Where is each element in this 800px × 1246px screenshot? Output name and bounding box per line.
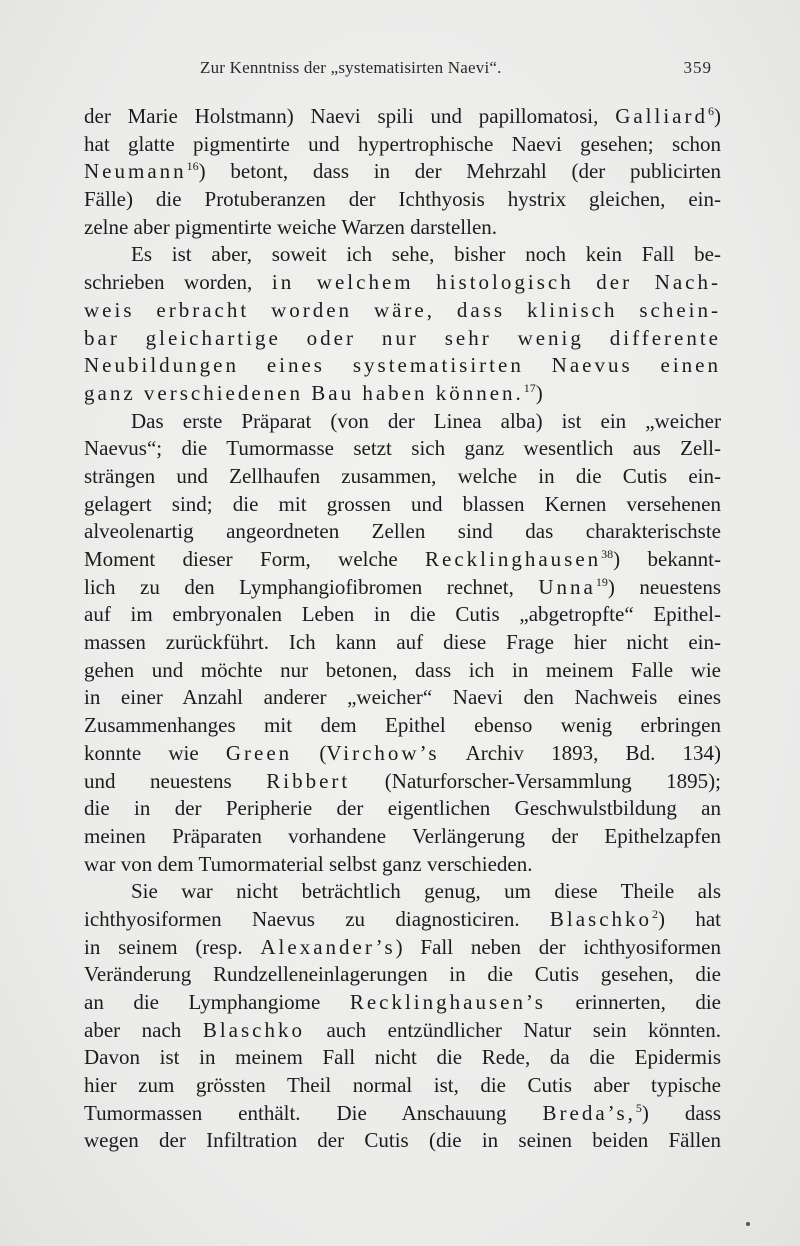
text-line: [84, 546, 721, 574]
text-run: Tumormassen enthält. Die Anschauung: [84, 1100, 543, 1125]
text-line: [84, 435, 721, 463]
text-line: [84, 684, 721, 712]
text-run: ) dass: [641, 1100, 721, 1125]
body-text: [84, 103, 721, 1155]
text-run: aber nach: [84, 1017, 203, 1042]
spaced-name: Neumann: [84, 159, 187, 184]
text-line: [84, 1127, 721, 1155]
text-line: [84, 1044, 721, 1072]
text-line: [84, 851, 721, 879]
text-line: [84, 131, 721, 159]
text-line: [84, 795, 721, 823]
text-line: [84, 629, 721, 657]
text-line: [84, 186, 721, 214]
footnote-ref: 16: [186, 159, 199, 174]
text-run: schrieben worden,: [84, 270, 272, 295]
text-line: [84, 878, 721, 906]
spaced-name: Green: [225, 740, 293, 765]
text-line: [84, 712, 721, 740]
spaced-name: Blaschko: [549, 906, 653, 931]
text-line: [84, 408, 721, 436]
text-run: Fälle) die Protuberanzen der Ichthyosis hystrix gleichen, ein-: [84, 187, 721, 212]
text-run: der Marie Holstmann) Naevi spili und papillomatosi,: [84, 104, 616, 128]
text-run: konnte wie: [84, 740, 226, 765]
text-line: [84, 380, 721, 408]
text-line: [84, 325, 721, 353]
text-line: [84, 906, 721, 934]
spaced-name: Blaschko: [202, 1017, 305, 1042]
running-title: Zur Kenntniss der „systematisirten Naevi“.: [200, 58, 502, 77]
text-run: ) bekannt-: [613, 547, 721, 571]
spaced-name: bar gleichartige oder nur sehr wenig differente: [84, 325, 721, 350]
spaced-name: Virchow’s: [326, 740, 440, 765]
text-line: [84, 768, 721, 796]
text-line: [84, 214, 721, 242]
footnote-ref: 5: [635, 1100, 642, 1115]
text-run: Das erste Präparat (von der Linea alba) ist ein „weicher: [131, 408, 721, 433]
spaced-name: ,: [627, 1100, 636, 1125]
text-run: Moment dieser Form, welche: [84, 547, 426, 571]
text-line: [84, 297, 721, 325]
text-line: [84, 491, 721, 519]
text-line: [84, 740, 721, 768]
spaced-name: weis erbracht worden wäre, dass klinisch schein-: [84, 297, 721, 322]
text-run: in einer Anzahl anderer „weicher“ Naevi den Nachweis eines: [84, 685, 721, 710]
footnote-ref: 6: [708, 104, 714, 118]
text-line: [84, 823, 721, 851]
text-run: ) betont, dass in der Mehrzahl (der publicirten: [198, 159, 721, 184]
text-run: wegen der Infiltration der Cutis (die in seinen beiden Fällen: [84, 1128, 721, 1153]
text-run: gehen und möchte nur betonen, dass ich in meinem Falle wie: [84, 657, 721, 682]
spaced-name: Neubildungen eines systematisirten Naevus einen: [84, 353, 721, 378]
text-line: [84, 961, 721, 989]
text-line: [84, 601, 721, 629]
text-run: (Naturforscher-Versammlung 1895);: [350, 768, 721, 793]
text-line: [84, 1072, 721, 1100]
text-run: Naevus“; die Tumormasse setzt sich ganz wesentlich aus Zell-: [84, 436, 721, 461]
text-line: [84, 934, 721, 962]
running-header: [120, 58, 720, 86]
text-run: und neuestens: [84, 768, 267, 793]
text-run: ): [535, 380, 543, 405]
page-number: 359: [683, 58, 712, 77]
text-run: gelagert sind; die mit grossen und blassen Kernen versehenen: [84, 491, 721, 516]
text-line: [84, 574, 721, 602]
text-run: auch entzündlicher Natur sein könnten.: [304, 1017, 721, 1042]
spaced-name: Recklinghausen: [425, 547, 602, 571]
text-run: lich zu den Lymphangiofibromen rechnet,: [84, 574, 539, 599]
spaced-name: Galliard: [615, 104, 708, 128]
text-run: (: [292, 740, 327, 765]
text-run: meinen Präparaten vorhandene Verlängerung der Epithelzapfen: [84, 823, 721, 848]
text-run: die in der Peripherie der eigentlichen Geschwulstbildung an: [84, 796, 721, 821]
text-run: war von dem Tumormaterial selbst ganz verschieden.: [84, 851, 533, 876]
text-line: [84, 269, 721, 297]
footnote-ref: 19: [595, 574, 608, 589]
text-run: erinnerten, die: [545, 990, 721, 1014]
text-line: [84, 103, 721, 131]
text-line: [84, 241, 721, 269]
text-run: ichthyosiformen Naevus zu diagnosticiren.: [84, 906, 550, 931]
footnote-ref: 38: [601, 547, 614, 561]
spaced-name: ganz verschiedenen Bau haben können.: [84, 380, 524, 405]
text-run: hier zum grössten Theil normal ist, die Cutis aber typische: [84, 1073, 721, 1098]
text-run: in seinem (resp.: [84, 934, 261, 959]
spaced-name: Ribbert: [266, 768, 351, 793]
print-speck: [746, 1222, 750, 1226]
footnote-ref: 17: [523, 380, 536, 395]
spaced-name: Recklinghausen’s: [349, 990, 546, 1014]
text-line: [84, 1017, 721, 1045]
spaced-name: Alexander’s: [260, 934, 396, 959]
text-line: [84, 657, 721, 685]
text-run: ) Fall neben der ichthyosiformen: [395, 934, 721, 959]
text-run: ) neuestens: [607, 574, 721, 599]
text-run: an die Lymphangiome: [84, 990, 350, 1014]
text-run: Sie war nicht beträchtlich genug, um diese Theile als: [131, 879, 721, 904]
text-line: [84, 352, 721, 380]
text-line: [84, 463, 721, 491]
text-run: Zusammenhanges mit dem Epithel ebenso wenig erbringen: [84, 713, 721, 738]
text-run: ) hat: [658, 906, 721, 931]
text-run: Veränderung Rundzelleneinlagerungen in die Cutis gesehen, die: [84, 962, 721, 987]
text-run: Davon ist in meinem Fall nicht die Rede, da die Epidermis: [84, 1045, 721, 1070]
text-run: hat glatte pigmentirte und hypertrophische Naevi gesehen; schon: [84, 131, 721, 156]
text-run: Es ist aber, soweit ich sehe, bisher noch kein Fall be-: [131, 242, 721, 267]
spaced-name: in welchem histologisch der Nach-: [271, 270, 721, 295]
spaced-name: Breda’s: [542, 1100, 628, 1125]
text-run: zelne aber pigmentirte weiche Warzen darstellen.: [84, 214, 498, 239]
text-line: [84, 158, 721, 186]
text-run: strängen und Zellhaufen zusammen, welche in die Cutis ein-: [84, 463, 721, 488]
text-run: Archiv 1893, Bd. 134): [439, 740, 721, 765]
text-run: ): [714, 104, 721, 128]
text-line: [84, 518, 721, 546]
text-run: massen zurückführt. Ich kann auf diese Frage hier nicht ein-: [84, 630, 721, 655]
footnote-ref: 2: [652, 906, 659, 921]
spaced-name: Unna: [538, 574, 596, 599]
text-line: [84, 1100, 721, 1128]
text-line: [84, 989, 721, 1017]
text-run: alveolenartig angeordneten Zellen sind das charakterischste: [84, 519, 721, 544]
text-run: auf im embryonalen Leben in die Cutis „abgetropfte“ Epithel-: [84, 602, 721, 627]
